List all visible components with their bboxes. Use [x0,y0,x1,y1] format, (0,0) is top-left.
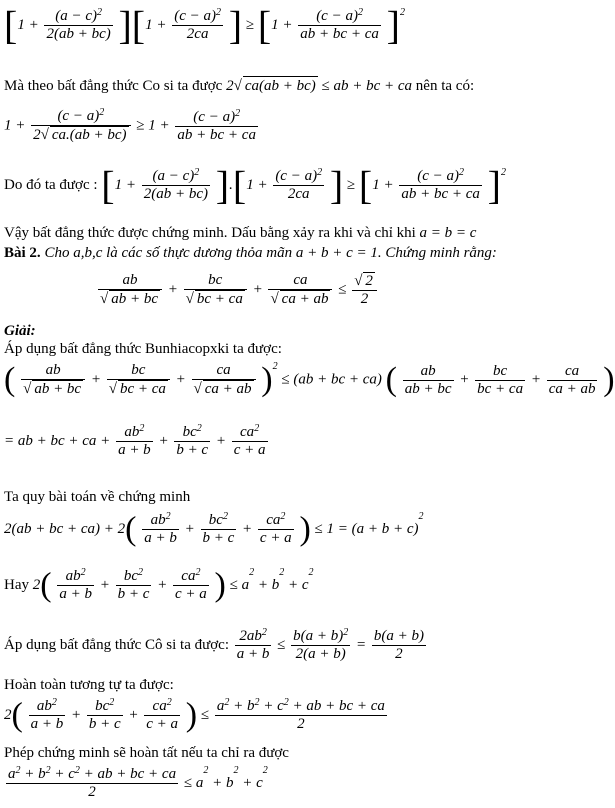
formula-reduce: 2(ab + bc + ca) + 2( $\frac{ab^2}{a + b}$ + $\frac{bc^2}{b + c}$ + $\frac{ca^2}{c + a}$ ) ≤ $1 = (a + b + c)^2$ [4,510,424,548]
problem-2-statement: Bài 2. Cho a,b,c là các số thực dương thỏa mãn a + b + c = 1. Chứng minh rằng: [4,245,497,261]
text-conclusion: Vậy bất đẳng thức được chứng minh. Dấu bằng xảy ra khi và chỉ khi a = b = c [4,225,477,241]
formula-bunhiacopxki: ( ab √ ab + bc + bc √ bc + ca + ca √ ca + ab )$^2$ ≤ (ab + bc + ca) ( $\frac{ab}{ab + bc}$ + $\frac{bc}{bc + ca}$ + $\frac{ca}{ca + ab}$ ) [4,362,615,398]
formula-sqrt-bound: 1 + $\frac{(c - a)^2}{2√ ca.(ab + bc)}$ ≥ 1 + $\frac{(c - a)^2}{ab + bc + ca}$ [4,108,260,144]
text-final-step: Phép chứng minh sẽ hoàn tất nếu ta chỉ ra được [4,745,289,761]
formula-expanded: = ab + bc + ca + $\frac{ab^2}{a + b}$ + $\frac{bc^2}{b + c}$ + $\frac{ca^2}{c + a}$ [4,423,266,458]
text-reduce: Ta quy bài toán về chứng minh [4,489,191,505]
text-cosi-apply: Áp dụng bất đẳng thức Cô si ta được: $\frac{2ab^2}{a + b}$ ≤ $\frac{b(a + b)^2}{2(a + b)}$ = $\frac{b(a + b)}{2}$ [4,627,424,662]
text-dodo: Do đó ta được : [1 + $\frac{(a - c)^2}{2(ab + bc)}$ ].[1 + $\frac{(c - a)^2}{2ca}$ ] ≥ [1 + $\frac{(c - a)^2}{ab + bc + ca}$ ]$^2$ [4,162,506,208]
text-hay: Hay 2( $\frac{ab^2}{a + b}$ + $\frac{bc^2}{b + c}$ + $\frac{ca^2}{c + a}$ ) ≤ $a^2 + b^2 + c^2$ [4,566,314,604]
text-bunhiacopxki: Áp dụng bất đẳng thức Bunhiacopxki ta được: [4,341,282,357]
formula-top-product: [1 + $\frac{(a - c)^2}{2(ab + bc)}$ ][1 + $\frac{(c - a)^2}{2ca}$ ] ≥ [1 + $\frac{(c - a)^2}{ab + bc + ca}$ ]$^2$ [4,2,405,48]
text-cosi-intro: Mà theo bất đẳng thức Co si ta được 2√ ca(ab + bc) ≤ ab + bc + ca nên ta có: [4,76,474,95]
formula-problem-2: ab √ ab + bc + bc √ bc + ca + ca √ ca + ab ≤ √ $\frac{2}{2}$ [96,272,379,308]
formula-similarly: 2( $\frac{ab^2}{a + b}$ + $\frac{bc^2}{b + c}$ + $\frac{ca^2}{c + a}$ ) ≤ $\frac{a^2 + b^2 + c^2 + ab + bc + ca}{2}$ [4,696,385,734]
text-similarly: Hoàn toàn tương tự ta được: [4,677,174,693]
solution-heading: Giải: [4,323,36,339]
formula-final: $\frac{a^2 + b^2 + c^2 + ab + bc + ca}{2}$ ≤ $a^2 + b^2 + c^2$ [8,765,268,800]
